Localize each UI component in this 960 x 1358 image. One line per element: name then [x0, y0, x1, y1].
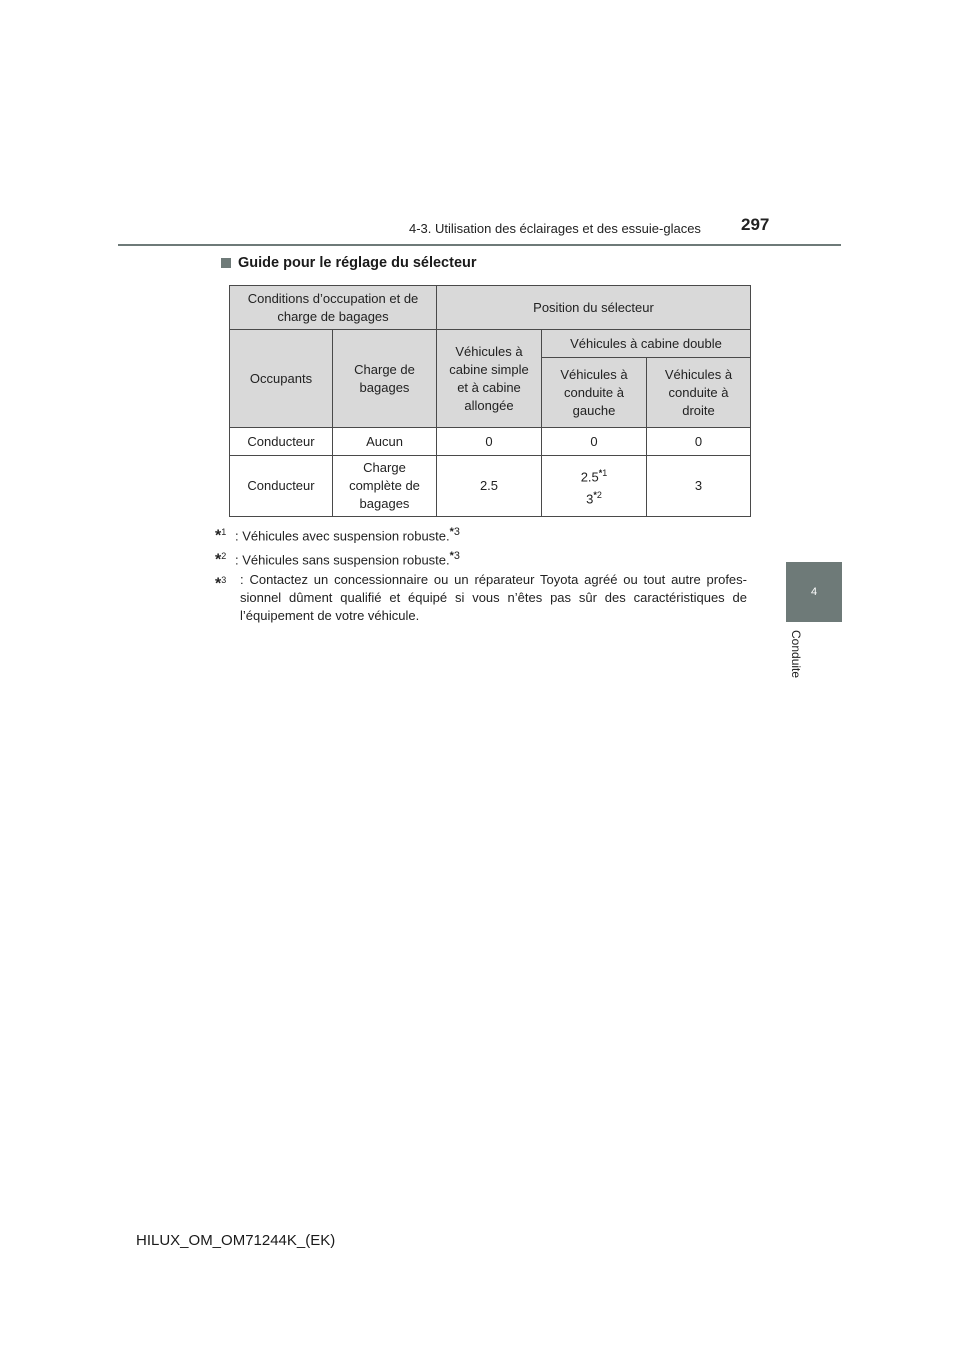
- footnote-mark: *: [215, 527, 222, 545]
- chapter-tab[interactable]: [786, 562, 842, 622]
- footnote-1: [215, 523, 460, 545]
- value-text: 3: [586, 491, 594, 507]
- cell-charge: Charge complète de bagages: [333, 456, 437, 517]
- footnote-ref: 3: [453, 526, 460, 538]
- cell-gauche: [542, 456, 647, 517]
- footnote-2: [215, 547, 460, 569]
- table-row: [230, 428, 751, 456]
- header-divider: [118, 244, 841, 246]
- cell-droite: 3: [647, 456, 751, 517]
- chapter-label: Conduite: [789, 630, 803, 679]
- chapter-number: 4: [810, 586, 818, 598]
- footnote-mark: *: [598, 467, 603, 478]
- footnote-ref: 1: [602, 467, 608, 478]
- heading-text: Guide pour le réglage du sélecteur: [238, 255, 477, 271]
- footnote-text: : Véhicules avec suspension robuste.: [235, 528, 450, 544]
- square-bullet-icon: [221, 258, 231, 268]
- footnote-text: : Contactez un concessionnaire ou un réparateur Toyota agréé ou tout autre profes-sionnel dûment qualifié et équipé si vous n’êtes pas sûr des caractéristiques de l’équipement de votre véhicule.: [240, 572, 747, 623]
- document-code: HILUX_OM_OM71244K_(EK): [136, 1232, 336, 1249]
- header-conduite-gauche: Véhicules à conduite à gauche: [542, 358, 647, 428]
- cell-occupants: Conducteur: [230, 428, 333, 456]
- header-conditions: Conditions d’occupation et de charge de bagages: [230, 286, 437, 330]
- cell-occupants: Conducteur: [230, 456, 333, 517]
- cell-simple: 2.5: [437, 456, 542, 517]
- footnote-mark: *: [215, 575, 222, 593]
- cell-gauche: 0: [542, 428, 647, 456]
- footnote-mark: *: [593, 490, 597, 500]
- footnote-text: : Véhicules sans suspension robuste.: [235, 552, 450, 568]
- section-heading: [221, 255, 477, 271]
- cell-charge: Aucun: [333, 428, 437, 456]
- cell-simple: 0: [437, 428, 542, 456]
- header-position: Position du sélecteur: [437, 286, 751, 330]
- header-cabine-double: Véhicules à cabine double: [542, 330, 751, 358]
- page-number: 297: [741, 215, 770, 234]
- footnote-mark: *: [449, 550, 454, 562]
- footnote-ref: 3: [221, 575, 227, 585]
- value-text: 2.5: [580, 469, 599, 484]
- footnote-mark: *: [215, 551, 222, 569]
- selector-guide-table: [229, 285, 751, 517]
- footnote-ref: 2: [596, 490, 602, 500]
- header-charge: Charge de bagages: [333, 330, 437, 428]
- footnote-ref: 3: [453, 550, 460, 562]
- footnote-mark: *: [449, 526, 454, 538]
- cell-droite: 0: [647, 428, 751, 456]
- footnote-3: [215, 571, 747, 623]
- table-row: [230, 456, 751, 517]
- header-cabine-simple: Véhicules à cabine simple et à cabine allongée: [437, 330, 542, 428]
- header-conduite-droite: Véhicules à conduite à droite: [647, 358, 751, 428]
- header-occupants: Occupants: [230, 330, 333, 428]
- footnote-ref: 2: [221, 551, 227, 561]
- section-title: 4-3. Utilisation des éclairages et des essuie-glaces: [409, 221, 701, 236]
- footnote-ref: 1: [221, 527, 227, 537]
